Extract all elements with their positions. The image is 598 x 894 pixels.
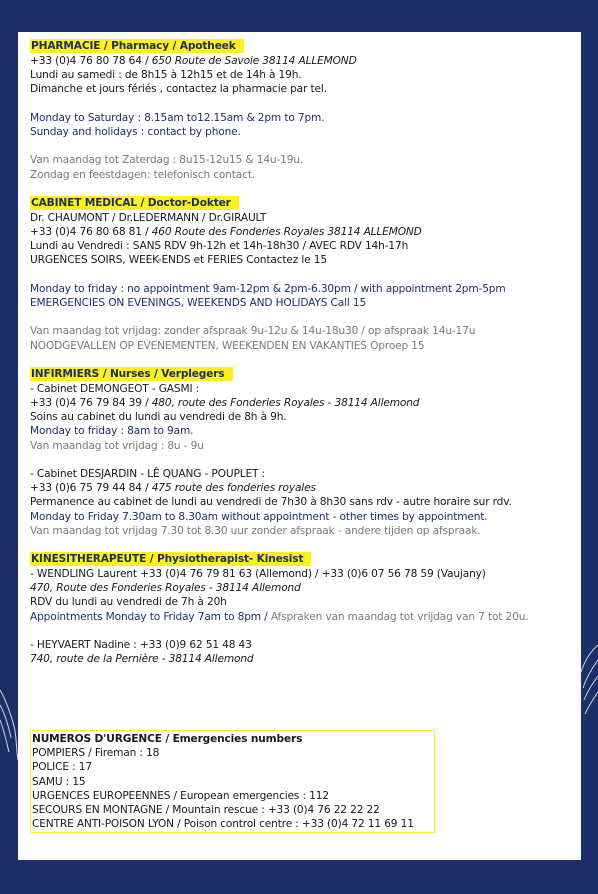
physio-1-fr: RDV du lundi au vendredi de 7h à 20h xyxy=(30,596,227,609)
medical-doctors: Dr. CHAUMONT / Dr.LEDERMANN / Dr.GIRAULT xyxy=(30,211,267,224)
nurse-cabinet-1-contact xyxy=(30,396,581,410)
emergency-fireman[interactable]: POMPIERS / Fireman : 18 xyxy=(32,747,160,760)
medical-contact xyxy=(30,225,581,239)
pharmacy-nl-holidays: Zondag en feestdagen: telefonisch contact. xyxy=(30,168,256,181)
physio-1-line: - WENDLING Laurent +33 (0)4 76 79 81 63 (Allemond) / +33 (0)6 07 56 78 59 (Vaujany) xyxy=(30,568,486,581)
emergency-police[interactable]: POLICE : 17 xyxy=(32,761,92,774)
physio-section xyxy=(30,552,581,666)
medical-fr-urgent: URGENCES SOIRS, WEEK-ENDS et FERIES Contactez le 15 xyxy=(30,254,327,267)
emergency-poison-control[interactable]: CENTRE ANTI-POISON LYON / Poison control centre : +33 (0)4 72 11 69 11 xyxy=(32,818,414,831)
pharmacy-phone[interactable]: +33 (0)4 76 80 78 64 / xyxy=(30,55,152,67)
physio-1-hours xyxy=(30,610,581,624)
nurse-cabinet-1-fr: Soins au cabinet du lundi au vendredi de 8h à 9h. xyxy=(30,411,287,424)
medical-address: 460 Route des Fonderies Royales 38114 ALLEMOND xyxy=(151,226,422,238)
pharmacy-address: 650 Route de Savoie 38114 ALLEMOND xyxy=(151,55,357,67)
nurse-cabinet-1-name: - Cabinet DEMONGEOT - GASMI : xyxy=(30,382,200,395)
pharmacy-fr-hours: Lundi au samedi : de 8h15 à 12h15 et de 14h à 19h. xyxy=(30,69,302,82)
medical-fr-hours: Lundi au Vendredi : SANS RDV 9h-12h et 14h-18h30 / AVEC RDV 14h-17h xyxy=(30,240,409,253)
physio-1-nl: Afspraken van maandag tot vrijdag van 7 tot 20u. xyxy=(270,610,529,623)
nurse-cabinet-1-nl: Van maandag tot vrijdag : 8u - 9u xyxy=(30,439,204,452)
emergency-samu[interactable]: SAMU : 15 xyxy=(32,775,86,788)
emergency-european[interactable]: URGENCES EUROPEENNES / European emergencies : 112 xyxy=(32,789,329,802)
nurse-cabinet-2-en: Monday to Friday 7.30am to 8.30am without appointment - other times by appointment. xyxy=(30,510,488,523)
pharmacy-nl-hours: Van maandag tot Zaterdag : 8u15-12u15 & 14u-19u. xyxy=(30,154,304,167)
physio-heading: KINESITHERAPEUTE / Physiotherapist- Kinesist xyxy=(30,552,311,566)
nurse-cabinet-1-en: Monday to friday : 8am to 9am. xyxy=(30,425,194,438)
nurses-section xyxy=(30,367,581,538)
medical-en-hours: Monday to friday : no appointment 9am-12pm & 2pm-6.30pm / with appointment 2pm-5pm xyxy=(30,282,506,295)
physio-2-line: - HEYVAERT Nadine : +33 (0)9 62 51 48 43 xyxy=(30,639,252,652)
nurse-cabinet-2-name: - Cabinet DESJARDIN - LÊ QUANG - POUPLET : xyxy=(30,468,265,480)
emergency-mountain-rescue[interactable]: SECOURS EN MONTAGNE / Mountain rescue : +33 (0)4 76 22 22 22 xyxy=(32,804,380,817)
physio-1-en: Appointments Monday to Friday 7am to 8pm / xyxy=(30,610,271,623)
nurses-heading: INFIRMIERS / Nurses / Verplegers xyxy=(30,367,233,381)
info-card xyxy=(18,32,581,860)
medical-nl-urgent: NOODGEVALLEN OP EVENEMENTEN, WEEKENDEN EN VAKANTIES Oproep 15 xyxy=(30,339,425,352)
pharmacy-fr-holidays: Dimanche et jours fériés , contactez la pharmacie par tel. xyxy=(30,83,327,96)
medical-nl-hours: Van maandag tot vrijdag: zonder afspraak 9u-12u & 14u-18u30 / op afspraak 14u-17u xyxy=(30,325,476,338)
medical-en-urgent: EMERGENCIES ON EVENINGS, WEEKENDS AND HOLIDAYS Call 15 xyxy=(30,297,367,309)
emergency-heading: NUMEROS D'URGENCE / Emergencies numbers xyxy=(32,733,303,745)
nurse-cabinet-2-phone[interactable]: +33 (0)6 75 79 44 84 / xyxy=(30,482,152,495)
nurse-cabinet-1-address: 480, route des Fonderies Royales - 38114 Allemond xyxy=(151,397,420,409)
pharmacy-contact xyxy=(30,54,581,68)
physio-1-address: 470, Route des Fonderies Royales - 38114 Allemond xyxy=(30,582,301,595)
nurse-cabinet-2-contact xyxy=(30,481,581,495)
medical-heading: CABINET MEDICAL / Doctor-Dokter xyxy=(30,196,239,210)
nurse-cabinet-1-phone[interactable]: +33 (0)4 76 79 84 39 / xyxy=(30,397,152,409)
nurse-cabinet-2-fr: Permanence au cabinet de lundi au vendredi de 7h30 à 8h30 sans rdv - autre horaire sur rdv. xyxy=(30,496,512,509)
pharmacy-section xyxy=(30,39,581,182)
pharmacy-en-hours: Monday to Saturday : 8.15am to12.15am & 2pm to 7pm. xyxy=(30,111,325,124)
emergency-box xyxy=(30,730,435,833)
medical-phone[interactable]: +33 (0)4 76 80 68 81 / xyxy=(30,226,152,238)
medical-section xyxy=(30,196,581,353)
pharmacy-heading: PHARMACIE / Pharmacy / Apotheek xyxy=(30,39,244,53)
pharmacy-en-holidays: Sunday and holidays : contact by phone. xyxy=(30,126,241,138)
physio-2-address: 740, route de la Pernière - 38114 Allemond xyxy=(30,653,254,666)
nurse-cabinet-2-address: 475 route des fonderies royales xyxy=(151,482,316,495)
nurse-cabinet-2-nl: Van maandag tot vrijdag 7.30 tot 8.30 uur zonder afspraak - andere tijden op afspraak. xyxy=(30,524,481,537)
